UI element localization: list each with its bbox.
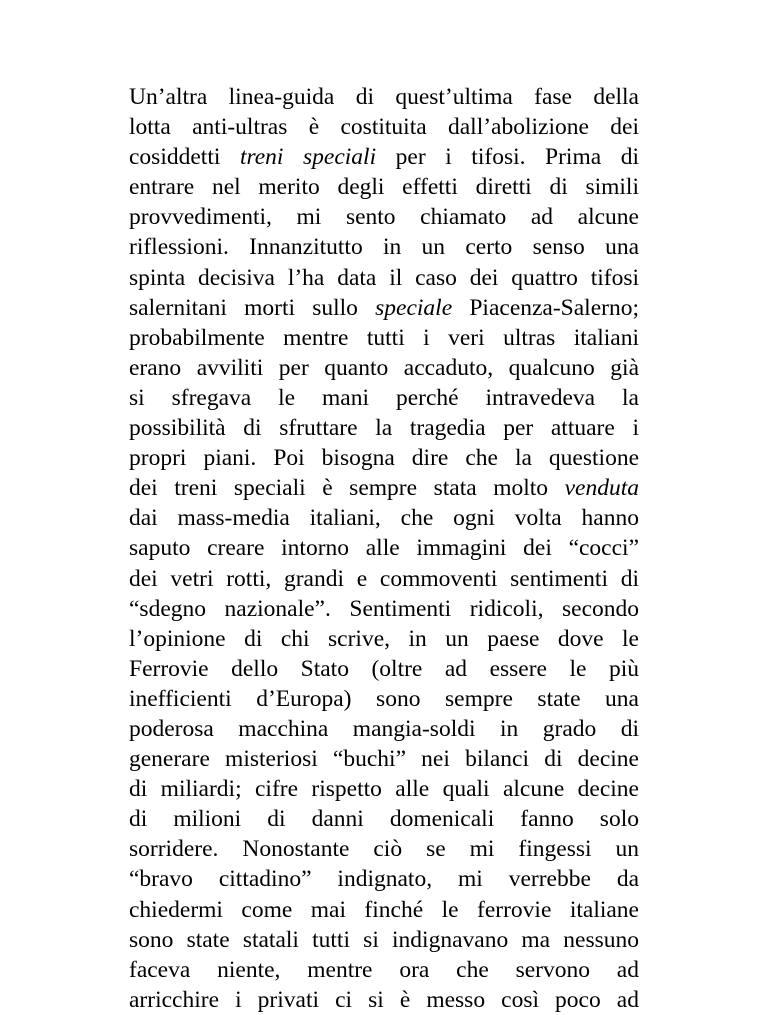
body-paragraph	[129, 82, 639, 1015]
text-segment: spinta decisiva l’ha data il caso dei quattro tifosi	[129, 264, 639, 291]
italic-text: venduta	[564, 475, 639, 502]
text-line	[129, 624, 639, 654]
text-segment: provvedimenti, mi sento chiamato ad alcune	[129, 204, 639, 231]
text-line	[129, 925, 639, 955]
text-segment: lotta anti-ultras è costituita dall’abolizione dei	[129, 114, 639, 141]
text-segment: faceva niente, mentre ora che servono ad	[129, 956, 639, 983]
text-segment: si sfregava le mani perché intravedeva la	[129, 384, 639, 411]
text-segment: dai mass-media italiani, che ogni volta hanno	[129, 505, 639, 532]
text-line	[129, 864, 639, 894]
text-segment: saputo creare intorno alle immagini dei “cocci”	[129, 535, 639, 562]
text-segment: sorridere. Nonostante ciò se mi fingessi un	[129, 836, 639, 863]
text-segment: dei treni speciali è sempre stata molto	[129, 475, 565, 502]
text-segment: propri piani. Poi bisogna dire che la questione	[129, 445, 639, 472]
text-segment: poderosa macchina mangia-soldi in grado di	[129, 715, 639, 742]
text-segment: cosiddetti	[129, 144, 240, 171]
text-segment: arricchire i privati ci si è messo così poco ad	[129, 986, 639, 1013]
italic-text: treni speciali	[239, 144, 377, 171]
text-line	[129, 774, 639, 804]
text-segment: chiedermi come mai finché le ferrovie italiane	[129, 896, 639, 923]
text-segment: inefficienti d’Europa) sono sempre state una	[129, 685, 639, 712]
text-line	[129, 473, 639, 503]
text-line	[129, 172, 639, 202]
text-line	[129, 232, 639, 262]
text-line	[129, 142, 639, 172]
text-line	[129, 564, 639, 594]
text-line	[129, 112, 639, 142]
italic-text: speciale	[375, 294, 453, 321]
text-segment: l’opinione di chi scrive, in un paese dove le	[129, 625, 639, 652]
text-line	[129, 985, 639, 1015]
text-line	[129, 684, 639, 714]
text-line	[129, 654, 639, 684]
text-line	[129, 955, 639, 985]
text-line	[129, 293, 639, 323]
text-line	[129, 533, 639, 563]
text-line	[129, 714, 639, 744]
text-line	[129, 202, 639, 232]
text-line	[129, 413, 639, 443]
text-line	[129, 323, 639, 353]
text-segment: dei vetri rotti, grandi e commoventi sentimenti di	[129, 565, 639, 592]
text-line	[129, 263, 639, 293]
text-line	[129, 383, 639, 413]
text-line	[129, 895, 639, 925]
text-segment: Piacenza-Salerno;	[452, 294, 639, 321]
text-segment: di milioni di danni domenicali fanno solo	[129, 806, 639, 833]
text-segment: salernitani morti sullo	[129, 294, 376, 321]
text-segment: “sdegno nazionale”. Sentimenti ridicoli, secondo	[129, 595, 639, 622]
text-line	[129, 804, 639, 834]
text-segment: generare misteriosi “buchi” nei bilanci di decine	[129, 746, 639, 773]
text-line	[129, 443, 639, 473]
text-line	[129, 834, 639, 864]
text-segment: Un’altra linea-guida di quest’ultima fase della	[129, 84, 639, 110]
text-segment: entrare nel merito degli effetti diretti di simili	[129, 174, 639, 201]
text-segment: probabilmente mentre tutti i veri ultras italiani	[129, 324, 639, 351]
text-line	[129, 503, 639, 533]
text-line	[129, 82, 639, 112]
text-segment: erano avviliti per quanto accaduto, qualcuno già	[129, 354, 639, 381]
text-line	[129, 353, 639, 383]
text-segment: “bravo cittadino” indignato, mi verrebbe da	[129, 866, 639, 893]
text-segment: possibilità di sfruttare la tragedia per attuare i	[129, 415, 639, 442]
text-segment: per i tifosi. Prima di	[376, 144, 640, 171]
text-line	[129, 744, 639, 774]
text-segment: sono state statali tutti si indignavano ma nessuno	[129, 926, 639, 953]
text-segment: Ferrovie dello Stato (oltre ad essere le più	[129, 655, 639, 682]
text-line	[129, 594, 639, 624]
text-segment: riflessioni. Innanzitutto in un certo senso una	[129, 234, 639, 261]
text-segment: di miliardi; cifre rispetto alle quali alcune decine	[129, 776, 639, 803]
